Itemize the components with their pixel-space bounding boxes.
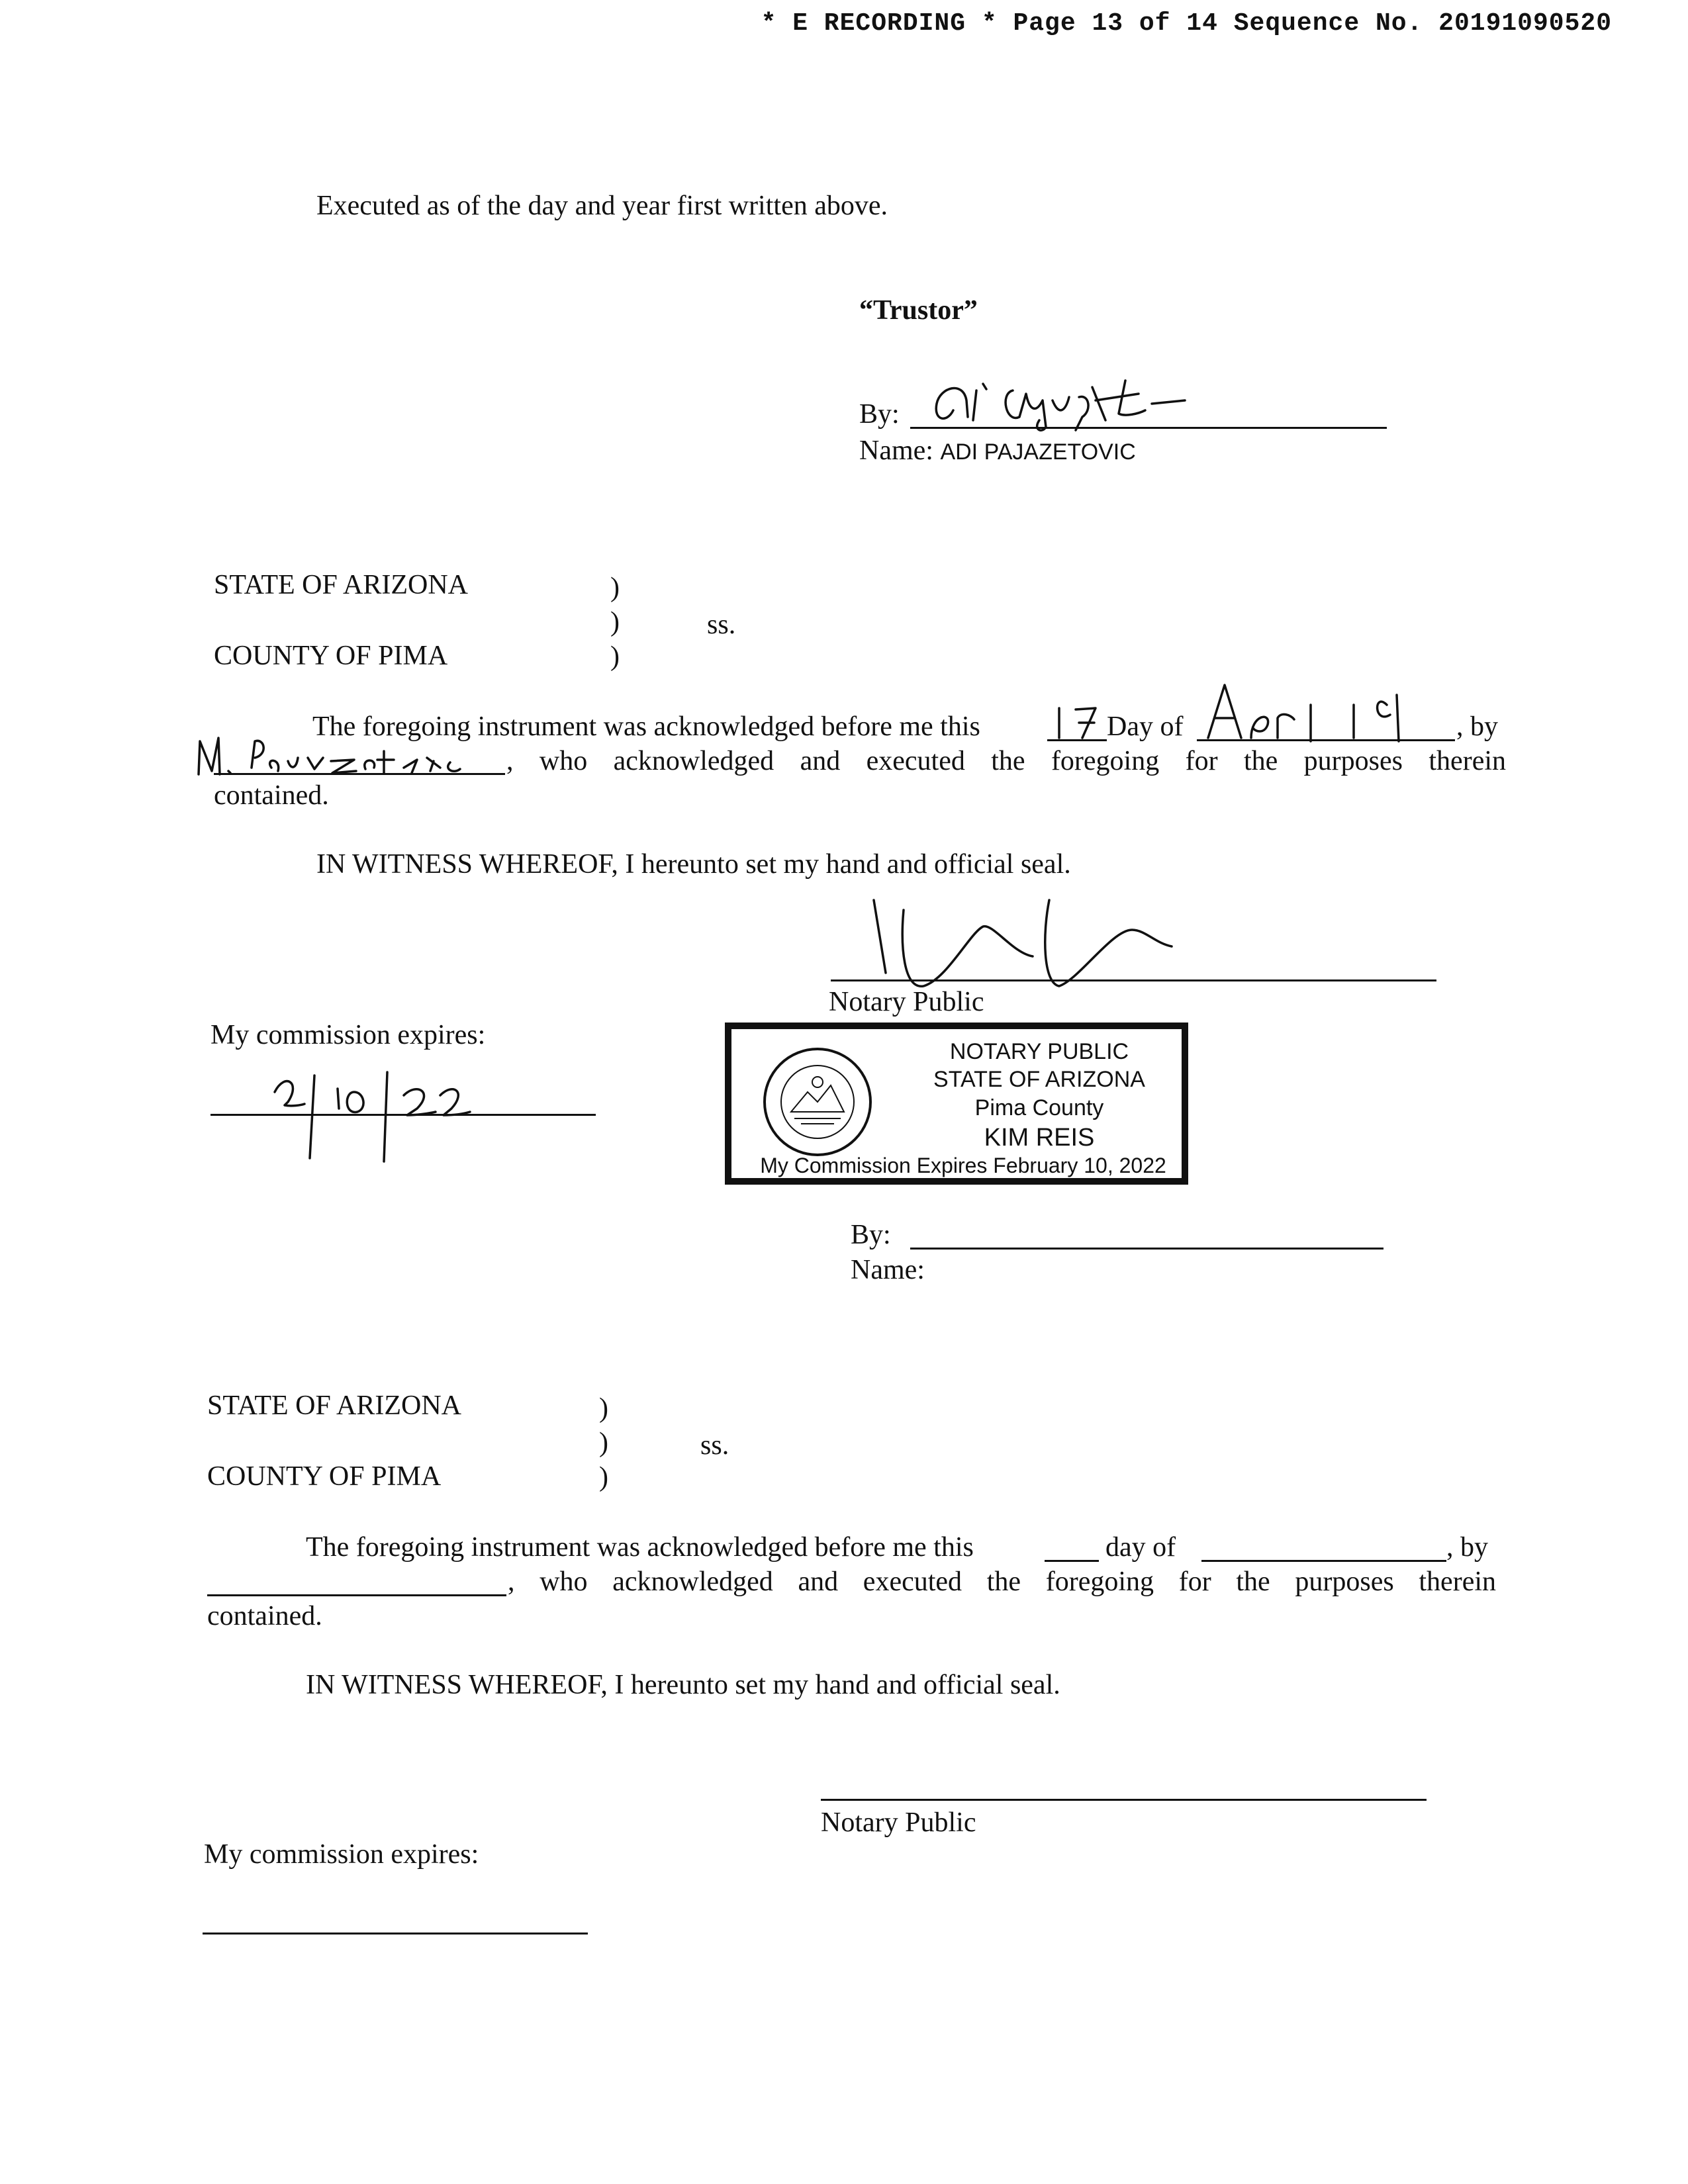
ack1-name-handwritten	[192, 721, 510, 778]
arizona-seal-icon	[761, 1046, 874, 1158]
ack2-paren-2: )	[599, 1428, 608, 1458]
ack2-paren-1: )	[599, 1393, 608, 1424]
ack2-text-a: The foregoing instrument was acknowledged before me this	[306, 1532, 974, 1563]
ack1-day-handwritten	[1049, 702, 1109, 741]
ack2-commission-line[interactable]	[203, 1933, 588, 1934]
ack1-witness: IN WITNESS WHEREOF, I hereunto set my hand and official seal.	[316, 849, 1071, 880]
stamp-line-2: STATE OF ARIZONA	[933, 1067, 1145, 1092]
ack2-text-e: contained.	[207, 1601, 322, 1631]
stamp-line-4: KIM REIS	[984, 1124, 1095, 1152]
ack2-day-line[interactable]	[1045, 1560, 1099, 1562]
stamp-line-1: NOTARY PUBLIC	[949, 1039, 1129, 1064]
ack1-paren-2: )	[610, 607, 620, 637]
ack2-text-d: , who acknowledged and executed the foregoing for the purposes therein	[508, 1567, 1496, 1597]
trustor-by-label: By:	[859, 399, 900, 430]
ack1-county: COUNTY OF PIMA	[214, 641, 448, 671]
trustor-name-value: ADI PAJAZETOVIC	[940, 439, 1136, 465]
ack2-ss: ss.	[700, 1430, 729, 1461]
trustor-signature	[927, 364, 1192, 437]
ack2-paren-3: )	[599, 1462, 608, 1492]
ack1-paren-1: )	[610, 572, 620, 603]
ack1-paren-3: )	[610, 641, 620, 672]
ack2-month-line[interactable]	[1201, 1560, 1446, 1562]
ack2-county: COUNTY OF PIMA	[207, 1461, 442, 1492]
ack1-by-label: By:	[851, 1220, 891, 1250]
ack1-by-line	[910, 1248, 1383, 1250]
stamp-line-5: My Commission Expires February 10, 2022	[760, 1154, 1166, 1177]
ack2-commission-label: My commission expires:	[204, 1839, 479, 1870]
ack1-ss: ss.	[707, 610, 736, 640]
ack1-text-b: Day of	[1107, 711, 1184, 742]
execution-statement: Executed as of the day and year first written above.	[316, 191, 888, 221]
ack1-month-handwritten	[1201, 678, 1460, 745]
recording-header: * E RECORDING * Page 13 of 14 Sequence No. 20191090520	[761, 9, 1612, 38]
ack2-notary-signature-line[interactable]	[821, 1799, 1427, 1801]
ack1-notary-label: Notary Public	[829, 987, 984, 1017]
ack1-text-d: , who acknowledged and executed the foregoing for the purposes therein	[506, 746, 1506, 776]
ack1-name-label: Name:	[851, 1255, 925, 1285]
ack1-text-a: The foregoing instrument was acknowledged before me this	[312, 711, 980, 742]
ack2-state: STATE OF ARIZONA	[207, 1390, 461, 1421]
ack2-notary-label: Notary Public	[821, 1807, 976, 1838]
trustor-name-line	[859, 433, 1136, 469]
ack1-state: STATE OF ARIZONA	[214, 570, 468, 600]
ack2-text-b: day of	[1105, 1532, 1176, 1563]
notary-stamp	[725, 1023, 1188, 1185]
trustor-label: “Trustor”	[859, 295, 978, 326]
stamp-line-3: Pima County	[974, 1095, 1104, 1120]
ack1-commission-label: My commission expires:	[211, 1020, 486, 1050]
ack1-text-e: contained.	[214, 780, 329, 811]
trustor-name-label: Name:	[859, 435, 933, 466]
ack2-name-line[interactable]	[207, 1594, 506, 1596]
ack1-text-c: , by	[1456, 711, 1498, 742]
ack1-commission-handwritten	[265, 1059, 490, 1165]
ack2-witness: IN WITNESS WHEREOF, I hereunto set my hand and official seal.	[306, 1670, 1060, 1700]
ack1-notary-signature	[861, 893, 1291, 993]
ack2-text-c: , by	[1446, 1532, 1488, 1563]
